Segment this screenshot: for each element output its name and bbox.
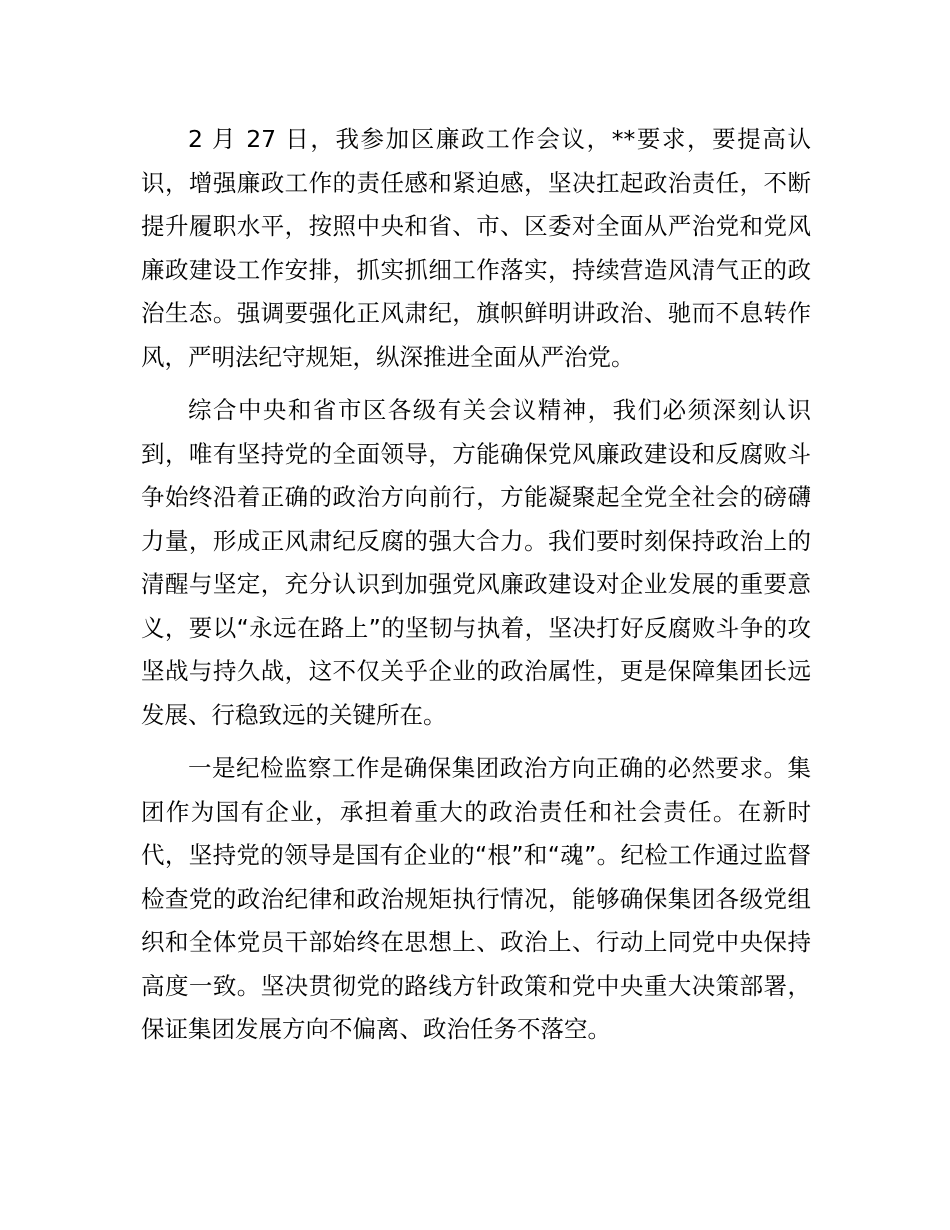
document-body xyxy=(141,118,811,1062)
paragraph-discipline-inspection: 一是纪检监察工作是确保集团政治方向正确的必然要求。集团作为国有企业，承担着重大的政治责任和社会责任。在新时代，坚持党的领导是国有企业的“根”和“魂”。纪检工作通过监督检查党的政治纪律和政治规矩执行情况，能够确保集团各级党组织和全体党员干部始终在思想上、政治上、行动上同党中央保持高度一致。坚决贯彻党的路线方针政策和党中央重大决策部署，保证集团发展方向不偏离、政治任务不落空。 xyxy=(141,754,811,1043)
paragraph-party-leadership: 综合中央和省市区各级有关会议精神，我们必须深刻认识到，唯有坚持党的全面领导，方能确保党风廉政建设和反腐败斗争始终沿着正确的政治方向前行，方能凝聚起全党全社会的磅礴力量，形成正风肃纪反腐的强大合力。我们要时刻保持政治上的清醒与坚定，充分认识到加强党风廉政建设对企业发展的重要意义，要以“永远在路上”的坚韧与执着，坚决打好反腐败斗争的攻坚战与持久战，这不仅关乎企业的政治属性，更是保障集团长远发展、行稳致远的关键所在。 xyxy=(141,396,811,729)
paragraph-meeting-summary: 2 月 27 日，我参加区廉政工作会议，**要求，要提高认识，增强廉政工作的责任感和紧迫感，坚决扛起政治责任，不断提升履职水平，按照中央和省、市、区委对全面从严治党和党风廉政建设工作安排，抓实抓细工作落实，持续营造风清气正的政治生态。强调要强化正风肃纪，旗帜鲜明讲政治、驰而不息转作风，严明法纪守规矩，纵深推进全面从严治党。 xyxy=(141,125,811,371)
